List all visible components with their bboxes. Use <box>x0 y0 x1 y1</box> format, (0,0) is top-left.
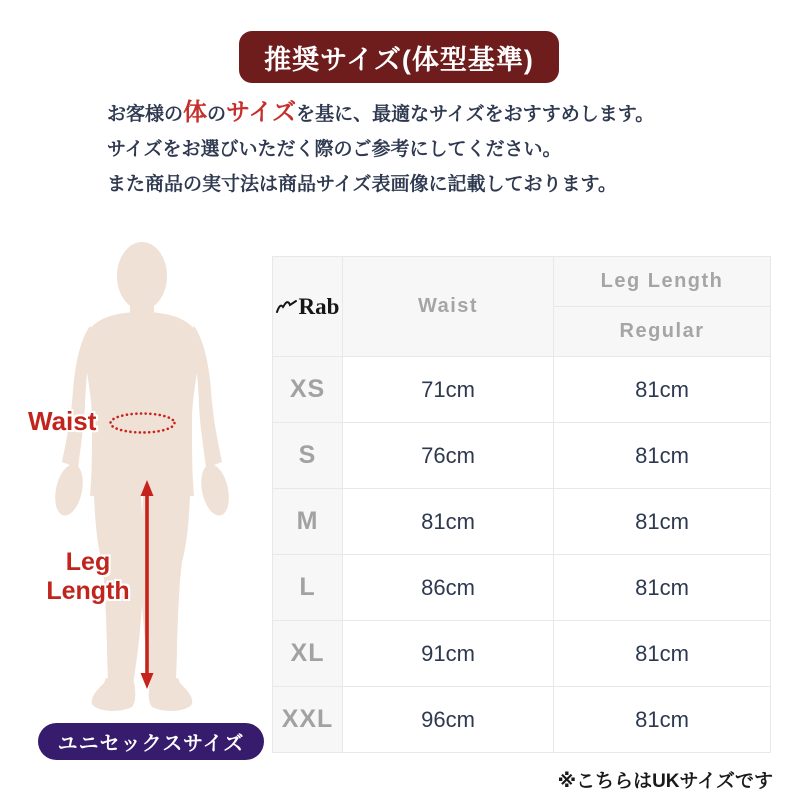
table-row <box>273 555 771 621</box>
leg-length-value: 81cm <box>554 621 771 687</box>
leg-length-value: 81cm <box>554 555 771 621</box>
table-row <box>273 423 771 489</box>
intro-line-1-pre: お客様の <box>107 104 184 125</box>
leg-label-line-1: Leg <box>65 548 111 576</box>
brand-name: Rab <box>298 293 340 319</box>
waist-value: 96cm <box>343 687 554 753</box>
body-measurement-diagram <box>28 230 234 722</box>
body-silhouette <box>50 230 234 722</box>
column-header-leg-length: Leg Length <box>554 257 771 307</box>
intro-line-1 <box>107 101 727 126</box>
brand-cell <box>273 257 343 357</box>
leg-length-measure-label <box>38 548 138 606</box>
table-row <box>273 357 771 423</box>
size-label: XXL <box>273 687 343 753</box>
silhouette-shape <box>51 242 233 711</box>
leg-label-line-2: Length <box>46 577 130 605</box>
table-row <box>273 621 771 687</box>
waist-value: 81cm <box>343 489 554 555</box>
intro-line-1-post: を基に、最適なサイズをおすすめします。 <box>296 104 655 125</box>
size-label: S <box>273 423 343 489</box>
size-label: XS <box>273 357 343 423</box>
uk-size-note: ※こちらはUKサイズです <box>557 771 773 792</box>
waist-value: 71cm <box>343 357 554 423</box>
unisex-size-badge: ユニセックスサイズ <box>38 723 264 760</box>
waist-measure-label: Waist <box>28 406 97 436</box>
intro-line-1-emphasis-size: サイズ <box>226 99 297 126</box>
intro-line-2: サイズをお選びいただく際のご参考にしてください。 <box>107 139 562 160</box>
size-label: XL <box>273 621 343 687</box>
intro-line-1-mid: の <box>207 104 227 125</box>
size-table <box>272 256 771 753</box>
size-label: L <box>273 555 343 621</box>
leg-length-value: 81cm <box>554 687 771 753</box>
table-row <box>273 489 771 555</box>
title-badge: 推奨サイズ(体型基準) <box>239 31 559 83</box>
leg-length-value: 81cm <box>554 423 771 489</box>
column-header-leg-fit: Regular <box>554 307 771 357</box>
waist-value: 86cm <box>343 555 554 621</box>
table-row <box>273 687 771 753</box>
leg-length-value: 81cm <box>554 489 771 555</box>
intro-text <box>107 101 727 208</box>
intro-line-1-emphasis-body: 体 <box>183 99 208 126</box>
size-label: M <box>273 489 343 555</box>
waist-value: 91cm <box>343 621 554 687</box>
leg-length-value: 81cm <box>554 357 771 423</box>
intro-line-3: また商品の実寸法は商品サイズ表画像に記載しております。 <box>107 174 617 195</box>
column-header-waist: Waist <box>343 257 554 357</box>
waist-value: 76cm <box>343 423 554 489</box>
rab-logo-icon <box>276 299 298 315</box>
